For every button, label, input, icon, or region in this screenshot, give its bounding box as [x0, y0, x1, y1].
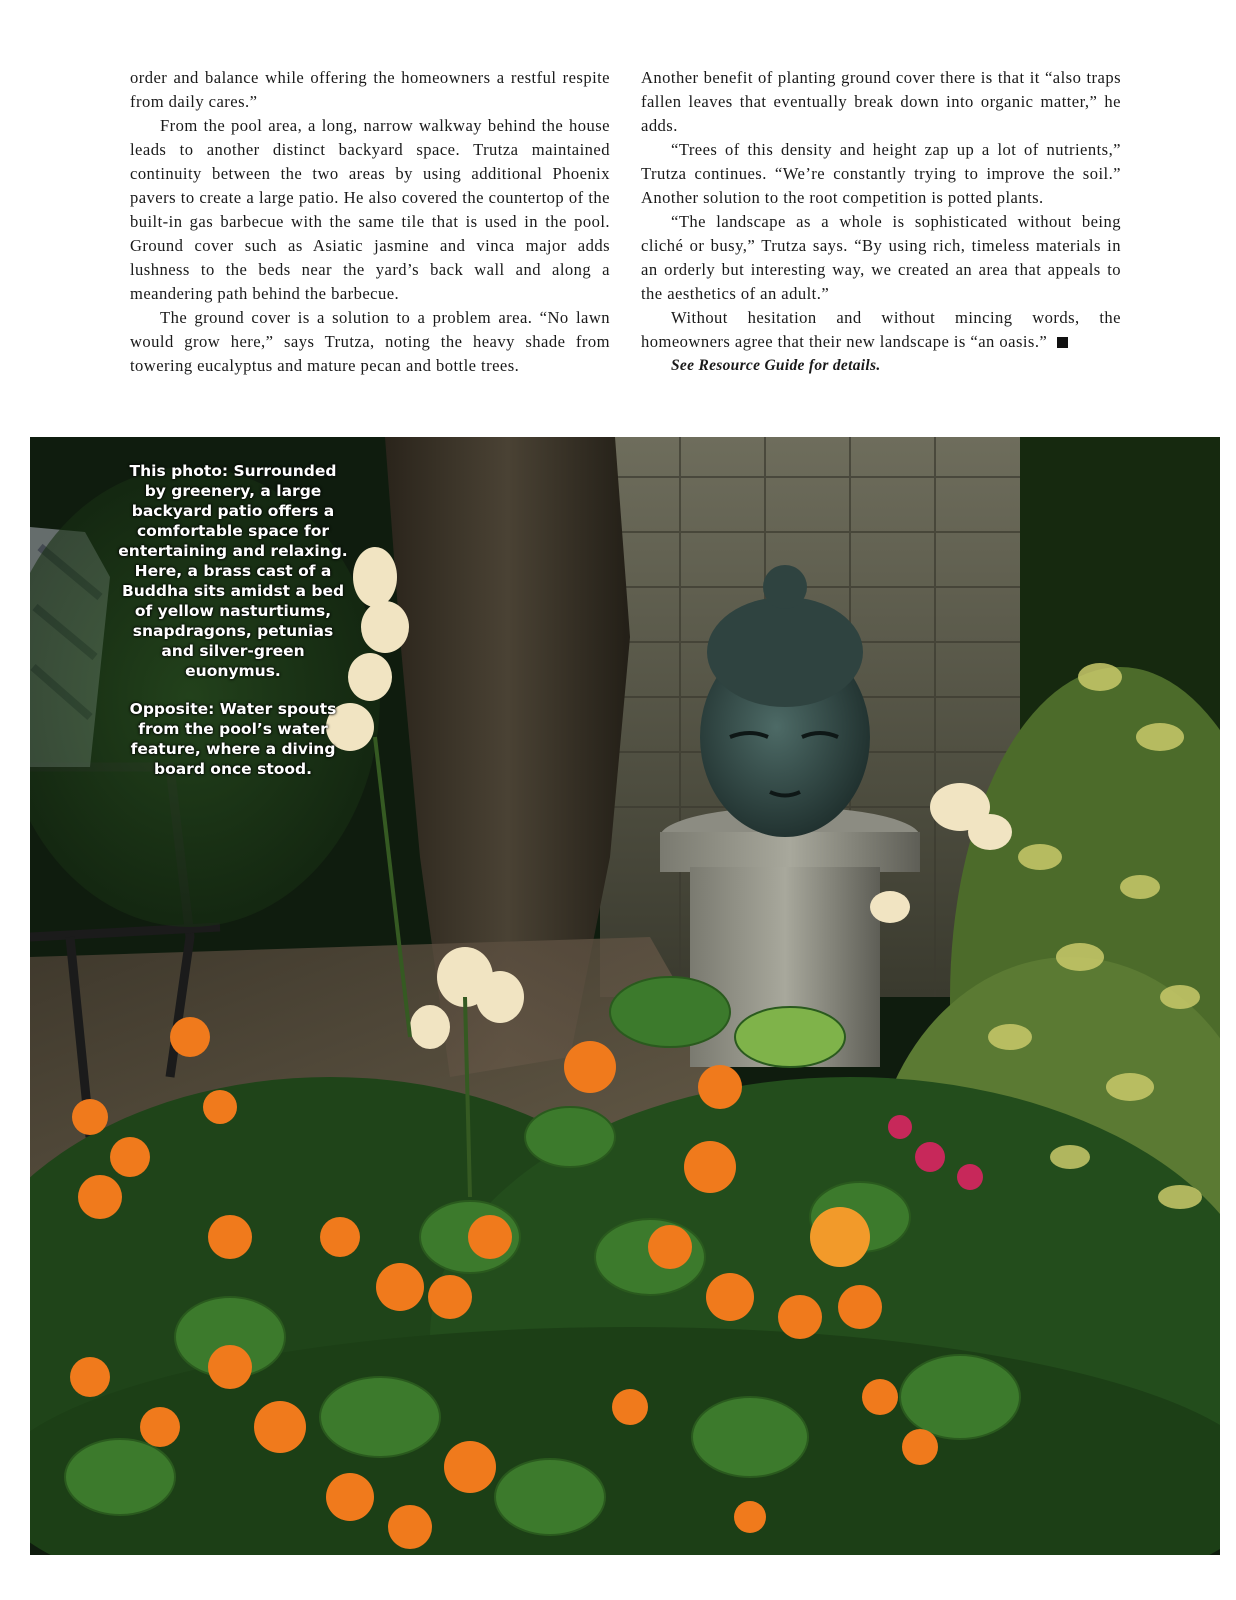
end-mark — [1057, 337, 1068, 348]
paragraph: “Trees of this density and height zap up a lot of nutrients,” Trutza continues. “We’re constantly trying to improve the soil.” Another solution to the root competition is potted plants. — [641, 140, 1121, 207]
photo-caption — [118, 461, 348, 779]
paragraph: “The landscape as a whole is sophisticated without being cliché or busy,” Trutza says. “By using rich, timeless materials in an orderly but interesting way, we created an area that appeals to the aesthetics of an adult.” — [641, 212, 1121, 303]
resource-note: See Resource Guide for details. — [671, 357, 881, 374]
garden-photo — [30, 437, 1220, 1555]
article-column-right — [641, 66, 1121, 378]
caption-opposite: Opposite: Water spouts from the pool’s water feature, where a diving board once stood. — [129, 700, 337, 778]
article-column-left — [130, 66, 610, 378]
paragraph-text: Without hesitation and without mincing words, the homeowners agree that their new landscape is “an oasis.” — [641, 308, 1121, 351]
paragraph: Another benefit of planting ground cover there is that it “also traps fallen leaves that eventually break down into organic matter,” he adds. — [641, 68, 1121, 135]
paragraph: From the pool area, a long, narrow walkway behind the house leads to another distinct backyard space. Trutza maintained continuity between the two areas by using additional Phoenix pavers to create a large patio. He also covered the countertop of the built-in gas barbecue with the same tile that is used in the pool. Ground cover such as Asiatic jasmine and vinca major adds lushness to the beds near the yard’s back wall and along a meandering path behind the barbecue. — [130, 116, 610, 303]
paragraph: order and balance while offering the homeowners a restful respite from daily cares.” — [130, 68, 610, 111]
caption-this-photo: This photo: Surrounded by greenery, a large backyard patio offers a comfortable space for entertaining and relaxing. Here, a brass cast of a Buddha sits amidst a bed of yellow nasturtiums, snapdragons, petunias and silver-green euonymus. — [118, 462, 348, 680]
closing-paragraph — [641, 306, 1121, 354]
paragraph: The ground cover is a solution to a problem area. “No lawn would grow here,” says Trutza, noting the heavy shade from towering eucalyptus and mature pecan and bottle trees. — [130, 308, 610, 375]
